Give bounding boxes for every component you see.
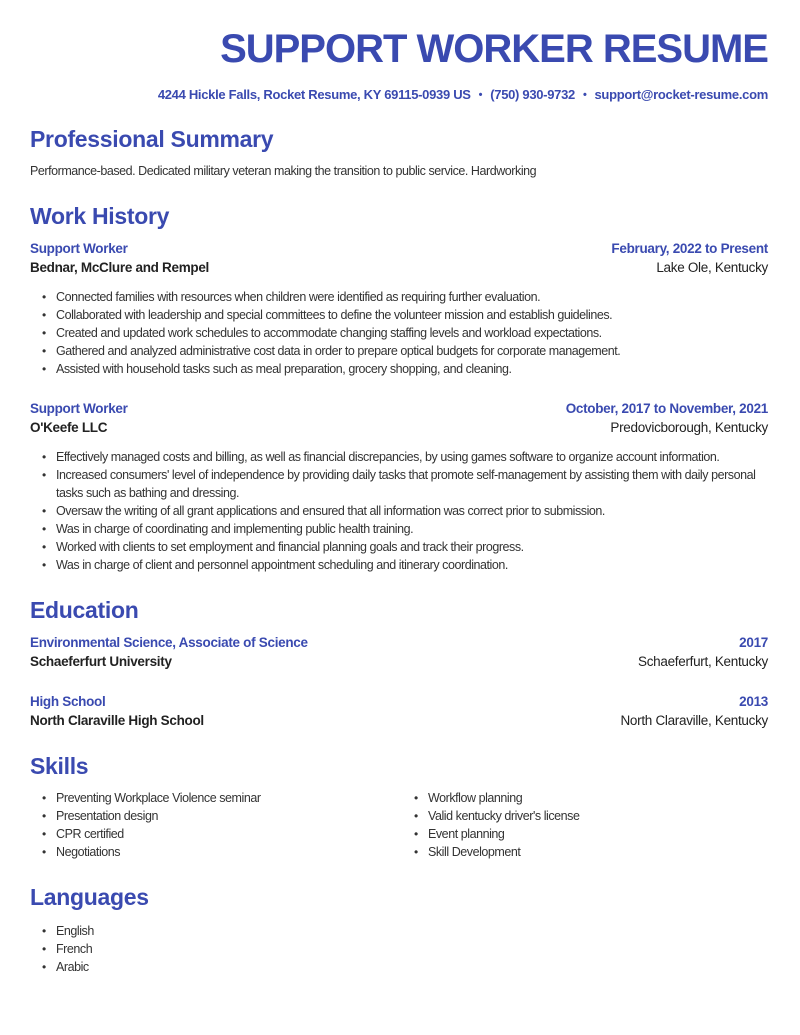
list-item: [30, 958, 768, 976]
list-item: [402, 789, 768, 807]
list-item: [30, 324, 768, 342]
job-company-row: [30, 258, 768, 277]
section-heading: Education: [30, 597, 139, 623]
list-item: [30, 448, 768, 466]
bullet-icon: •: [42, 558, 46, 572]
section-professional-summary: [30, 126, 768, 180]
list-item: [30, 789, 396, 807]
bullet-text: Worked with clients to set employment and financial planning goals and track their progress.: [56, 540, 524, 554]
bullet-text: Was in charge of client and personnel appointment scheduling and itinerary coordination.: [56, 558, 508, 572]
skill-text: Valid kentucky driver's license: [428, 809, 580, 823]
list-item: [30, 940, 768, 958]
bullet-icon: •: [414, 809, 418, 823]
job-entry: [30, 399, 768, 574]
skill-text: Workflow planning: [428, 791, 523, 805]
list-item: [30, 502, 768, 520]
languages-list: [30, 922, 768, 976]
job-title-row: [30, 239, 768, 258]
language-text: Arabic: [56, 960, 89, 974]
bullet-text: Was in charge of coordinating and implementing public health training.: [56, 522, 414, 536]
job-title: Support Worker: [30, 401, 128, 416]
contact-address: 4244 Hickle Falls, Rocket Resume, KY 69115-0939 US: [157, 87, 471, 102]
skills-columns: [30, 789, 768, 861]
section-heading: Languages: [30, 884, 149, 910]
education-school: North Claraville High School: [30, 713, 204, 728]
section-heading: Skills: [30, 753, 89, 779]
list-item: [30, 342, 768, 360]
page-title: SUPPORT WORKER RESUME: [220, 27, 768, 71]
job-company-row: [30, 418, 768, 437]
bullet-icon: •: [42, 960, 46, 974]
skills-column-right: [402, 789, 768, 861]
dot-separator-icon: •: [478, 89, 483, 101]
education-entry: [30, 633, 768, 671]
bullet-icon: •: [42, 468, 46, 482]
job-entry: [30, 239, 768, 378]
bullet-icon: •: [42, 504, 46, 518]
skill-text: CPR certified: [56, 827, 124, 841]
bullet-icon: •: [42, 290, 46, 304]
section-skills: [30, 753, 768, 861]
bullet-icon: •: [42, 450, 46, 464]
education-location: North Claraville, Kentucky: [620, 713, 768, 728]
list-item: [402, 843, 768, 861]
education-school-row: [30, 652, 768, 671]
section-heading: Work History: [30, 203, 170, 229]
section-work-history: [30, 203, 768, 574]
bullet-icon: •: [42, 809, 46, 823]
bullet-text: Increased consumers' level of independence by providing daily tasks that promote self-management by assisting them with daily personal tasks such as bathing and dressing.: [56, 468, 756, 500]
bullet-text: Collaborated with leadership and special committees to define the volunteer mission and establish guidelines.: [56, 308, 613, 322]
bullet-icon: •: [42, 362, 46, 376]
education-degree: Environmental Science, Associate of Science: [30, 635, 308, 650]
bullet-icon: •: [414, 791, 418, 805]
education-entry: [30, 692, 768, 730]
bullet-icon: •: [42, 942, 46, 956]
education-location: Schaeferfurt, Kentucky: [638, 654, 768, 669]
list-item: [30, 360, 768, 378]
bullet-icon: •: [42, 344, 46, 358]
skill-text: Event planning: [428, 827, 505, 841]
skill-text: Presentation design: [56, 809, 158, 823]
bullet-icon: •: [42, 522, 46, 536]
summary-text: Performance-based. Dedicated military veteran making the transition to public service. Hardworking: [30, 164, 537, 178]
list-item: [30, 466, 768, 502]
job-company: O'Keefe LLC: [30, 420, 108, 435]
job-location: Lake Ole, Kentucky: [656, 260, 768, 275]
bullet-icon: •: [42, 924, 46, 938]
resume-header: [30, 28, 768, 103]
job-location: Predovicborough, Kentucky: [610, 420, 768, 435]
bullet-icon: •: [414, 845, 418, 859]
list-item: [30, 922, 768, 940]
section-heading: Professional Summary: [30, 126, 274, 152]
job-title: Support Worker: [30, 241, 128, 256]
section-education: [30, 597, 768, 730]
list-item: [30, 520, 768, 538]
language-text: English: [56, 924, 94, 938]
job-company: Bednar, McClure and Rempel: [30, 260, 209, 275]
bullet-text: Assisted with household tasks such as meal preparation, grocery shopping, and cleaning.: [56, 362, 512, 376]
bullet-text: Oversaw the writing of all grant applications and ensured that all information was correct prior to submission.: [56, 504, 605, 518]
skill-text: Negotiations: [56, 845, 121, 859]
list-item: [402, 807, 768, 825]
bullet-icon: •: [42, 540, 46, 554]
job-title-row: [30, 399, 768, 418]
skill-text: Preventing Workplace Violence seminar: [56, 791, 261, 805]
bullet-icon: •: [42, 791, 46, 805]
job-bullet-list: [30, 448, 768, 574]
contact-email: support@rocket-resume.com: [594, 87, 768, 102]
bullet-icon: •: [42, 308, 46, 322]
contact-line: [30, 87, 768, 103]
list-item: [30, 843, 396, 861]
bullet-icon: •: [42, 326, 46, 340]
contact-phone: (750) 930-9732: [490, 87, 575, 102]
education-year: 2013: [739, 694, 768, 709]
bullet-text: Connected families with resources when children were identified as requiring further evaluation.: [56, 290, 541, 304]
bullet-text: Effectively managed costs and billing, as well as financial discrepancies, by using games software to organize account information.: [56, 450, 720, 464]
skills-column-left: [30, 789, 396, 861]
bullet-icon: •: [42, 845, 46, 859]
list-item: [402, 825, 768, 843]
list-item: [30, 825, 396, 843]
list-item: [30, 306, 768, 324]
dot-separator-icon: •: [582, 89, 587, 101]
list-item: [30, 556, 768, 574]
skill-text: Skill Development: [428, 845, 521, 859]
education-degree-row: [30, 633, 768, 652]
education-degree-row: [30, 692, 768, 711]
language-text: French: [56, 942, 93, 956]
job-bullet-list: [30, 288, 768, 378]
education-year: 2017: [739, 635, 768, 650]
list-item: [30, 538, 768, 556]
education-degree: High School: [30, 694, 106, 709]
bullet-icon: •: [42, 827, 46, 841]
bullet-text: Gathered and analyzed administrative cost data in order to prepare optical budgets for corporate management.: [56, 344, 621, 358]
bullet-icon: •: [414, 827, 418, 841]
education-school: Schaeferfurt University: [30, 654, 172, 669]
education-school-row: [30, 711, 768, 730]
section-languages: [30, 884, 768, 976]
job-dates: October, 2017 to November, 2021: [565, 401, 768, 416]
list-item: [30, 807, 396, 825]
bullet-text: Created and updated work schedules to accommodate changing staffing levels and workload expectations.: [56, 326, 602, 340]
job-dates: February, 2022 to Present: [611, 241, 768, 256]
list-item: [30, 288, 768, 306]
